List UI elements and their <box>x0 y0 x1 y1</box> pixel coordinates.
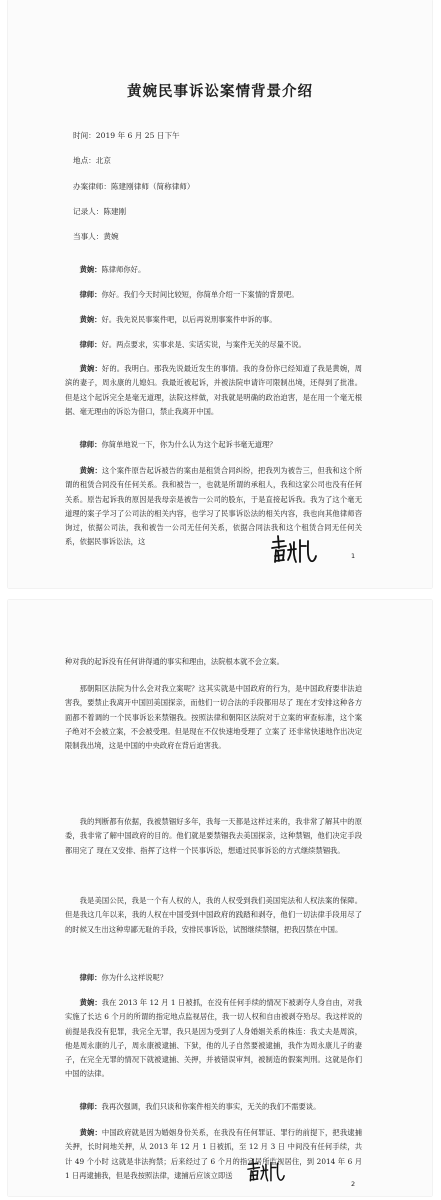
paragraph-text: 我是美国公民，我是一个有人权的人，我的人权受到我们美国宪法和人权法案的保障。但是我这几年以来，我的人权在中国受到中国政府的践踏和剥夺，他们一切法律手段用尽了的时候又生出这种卑鄙无耻的手段，安排民事诉讼，试图继续禁锢，把我囚禁在中国。 <box>65 896 362 934</box>
speaker-label: 黄婉： <box>79 998 102 1007</box>
paragraph <box>65 1126 362 1183</box>
paragraph-text: 你简单地说一下，你为什么认为这个起诉书毫无道理？ <box>101 440 277 449</box>
paragraph <box>65 1100 362 1114</box>
paragraph <box>65 338 362 352</box>
paragraph <box>65 263 362 277</box>
page-number: 2 <box>351 1180 356 1188</box>
meta-recorder: 记录人：陈建刚 <box>73 207 127 216</box>
paragraph-text: 陈律师你好。 <box>101 265 146 274</box>
speaker-label: 律师： <box>79 290 102 299</box>
meta-party: 当事人：黄婉 <box>73 232 119 241</box>
speaker-label: 律师： <box>79 1102 102 1111</box>
page-number: 1 <box>351 552 356 560</box>
paragraph <box>65 996 362 1082</box>
speaker-label: 律师： <box>79 340 102 349</box>
speaker-label: 黄婉： <box>79 466 102 475</box>
paragraph-text: 我的判断都有依据，我被禁锢好多年，我每一天都是这样过来的，我非常了解其中的原委，我非常了解中国政府的目的。他们就是要禁锢我去美国探亲，这种禁锢，他们决定手段都用完了 现在又安排、指挥了这样一个民事诉讼，想通过民事诉讼的方式继续禁锢我。 <box>65 817 362 855</box>
paragraph <box>65 313 362 327</box>
speaker-label: 黄婉： <box>79 315 102 324</box>
document-page-1 <box>8 0 432 588</box>
paragraph <box>65 655 362 669</box>
paragraph-text: 你好。我们今天时间比较短，你简单介绍一下案情的背景吧。 <box>101 290 299 299</box>
paragraph <box>65 894 362 937</box>
signature-image <box>246 1156 286 1184</box>
paragraph <box>65 362 362 419</box>
signature-image <box>270 532 318 566</box>
paragraph-text: 好。两点要求，实事求是、实话实说，与案件无关的尽量不说。 <box>101 340 306 349</box>
paragraph-text: 我在 2013 年 12 月 1 日被抓，在没有任何手续的情况下被剥夺人身自由，对我实施了长达 6 个月的所谓的指定地点监视居住，我一切人权和自由被剥夺殆尽。我这样说的前提是我没有犯罪，我完全无罪，我只是因为受到了人身婚姻关系的株连：我丈夫是周滨，他是周永康的儿子，周永康被逮捕、下狱，他的儿子自然要被逮捕，我作为周永康儿子的妻子，在完全无罪的情况下就被逮捕、关押，并被错误审判，被制造的假案判刑。这就是你们中国的法律。 <box>65 998 362 1079</box>
paragraph-text: 种对我的起诉没有任何讲得通的事实和理由，法院根本就不会立案。 <box>65 657 284 666</box>
speaker-label: 黄婉： <box>79 265 102 274</box>
paragraph <box>65 971 362 985</box>
paragraph-text: 那朝阳区法院为什么会对我立案呢？这其实就是中国政府的行为，是中国政府要非法迫害我，要禁止我离开中国回美国探亲，而他们一切合法的手段都用尽了 现在才安排这种各方面都不着调的一个民事诉讼来禁锢我。按照法律和朝阳区法院对于立案的审查标准，这个案子绝对不会被立案，不会被受理。但是现在不仅快速地受理了 立案了 还非常快速地作出决定限制我出境，这是中国的中央政府在背后迫害我。 <box>65 684 362 751</box>
speaker-label: 黄婉： <box>79 364 102 373</box>
speaker-label: 律师： <box>79 973 102 982</box>
paragraph <box>65 438 362 452</box>
paragraph-text: 好的。我明白。那我先说最近发生的事情。我的身份你已经知道了我是黄婉，周滨的妻子，周永康的儿媳妇。我最近被起诉，并被法院申请许可限制出境，还得到了批准。但是这个起诉完全是毫无道理，法院这样做，对我就是明确的政治迫害，是在用一个毫无根据、毫无理由的诉讼为借口，禁止我离开中国。 <box>65 364 363 416</box>
meta-time: 时间：2019 年 6 月 25 日下午 <box>73 131 180 140</box>
document-title: 黄婉民事诉讼案情背景介绍 <box>127 83 313 100</box>
speaker-label: 律师： <box>79 440 102 449</box>
paragraph-text: 我再次强调，我们只谈和你案件相关的事实，无关的我们不需要谈。 <box>101 1102 321 1111</box>
paragraph <box>65 288 362 302</box>
paragraph <box>65 682 362 753</box>
paragraph <box>65 815 362 858</box>
document-page-2 <box>8 600 432 1196</box>
meta-lawyer: 办案律师：陈建刚律师（简称律师） <box>73 182 195 191</box>
paragraph-text: 中国政府就是因为婚姻身份关系，在我没有任何罪证、罪行的前提下，把我逮捕关押，长时间地关押，从 2013 年 12 月 1 日被抓，至 12 月 3 日 中间没有任何手续，共计 49 个小时 这就是非法拘禁；后来经过了 6 个月的指定居所监视居住，到 2014 年 6 月 1 日再逮捕我，但是我按照法律，逮捕后应该立即送 <box>65 1128 363 1180</box>
paragraph-text: 好。我先说民事案件吧，以后再说刑事案件申诉的事。 <box>101 315 277 324</box>
paragraph-text: 你为什么这样说呢？ <box>101 973 168 982</box>
speaker-label: 黄婉： <box>79 1128 102 1137</box>
meta-place: 地点：北京 <box>73 156 111 165</box>
paragraph-text: 这个案件原告起诉被告的案由是租赁合同纠纷，把我列为被告三，但我和这个所谓的租赁合同没有任何关系。我和被告一，也就是所谓的承租人，我和这家公司也没有任何关系。原告起诉我的原因是我母亲是被告一公司的股东，于是直接起诉我。我为了这个毫无道理的案子学习了公司法的相关内容，也学习了民事诉讼法的相关内容，我也向其他律师咨询过，依据公司法，我和被告一公司无任何关系，依据合同法我和这个租赁合同无任何关系，依据民事诉讼法，这 <box>65 466 363 547</box>
